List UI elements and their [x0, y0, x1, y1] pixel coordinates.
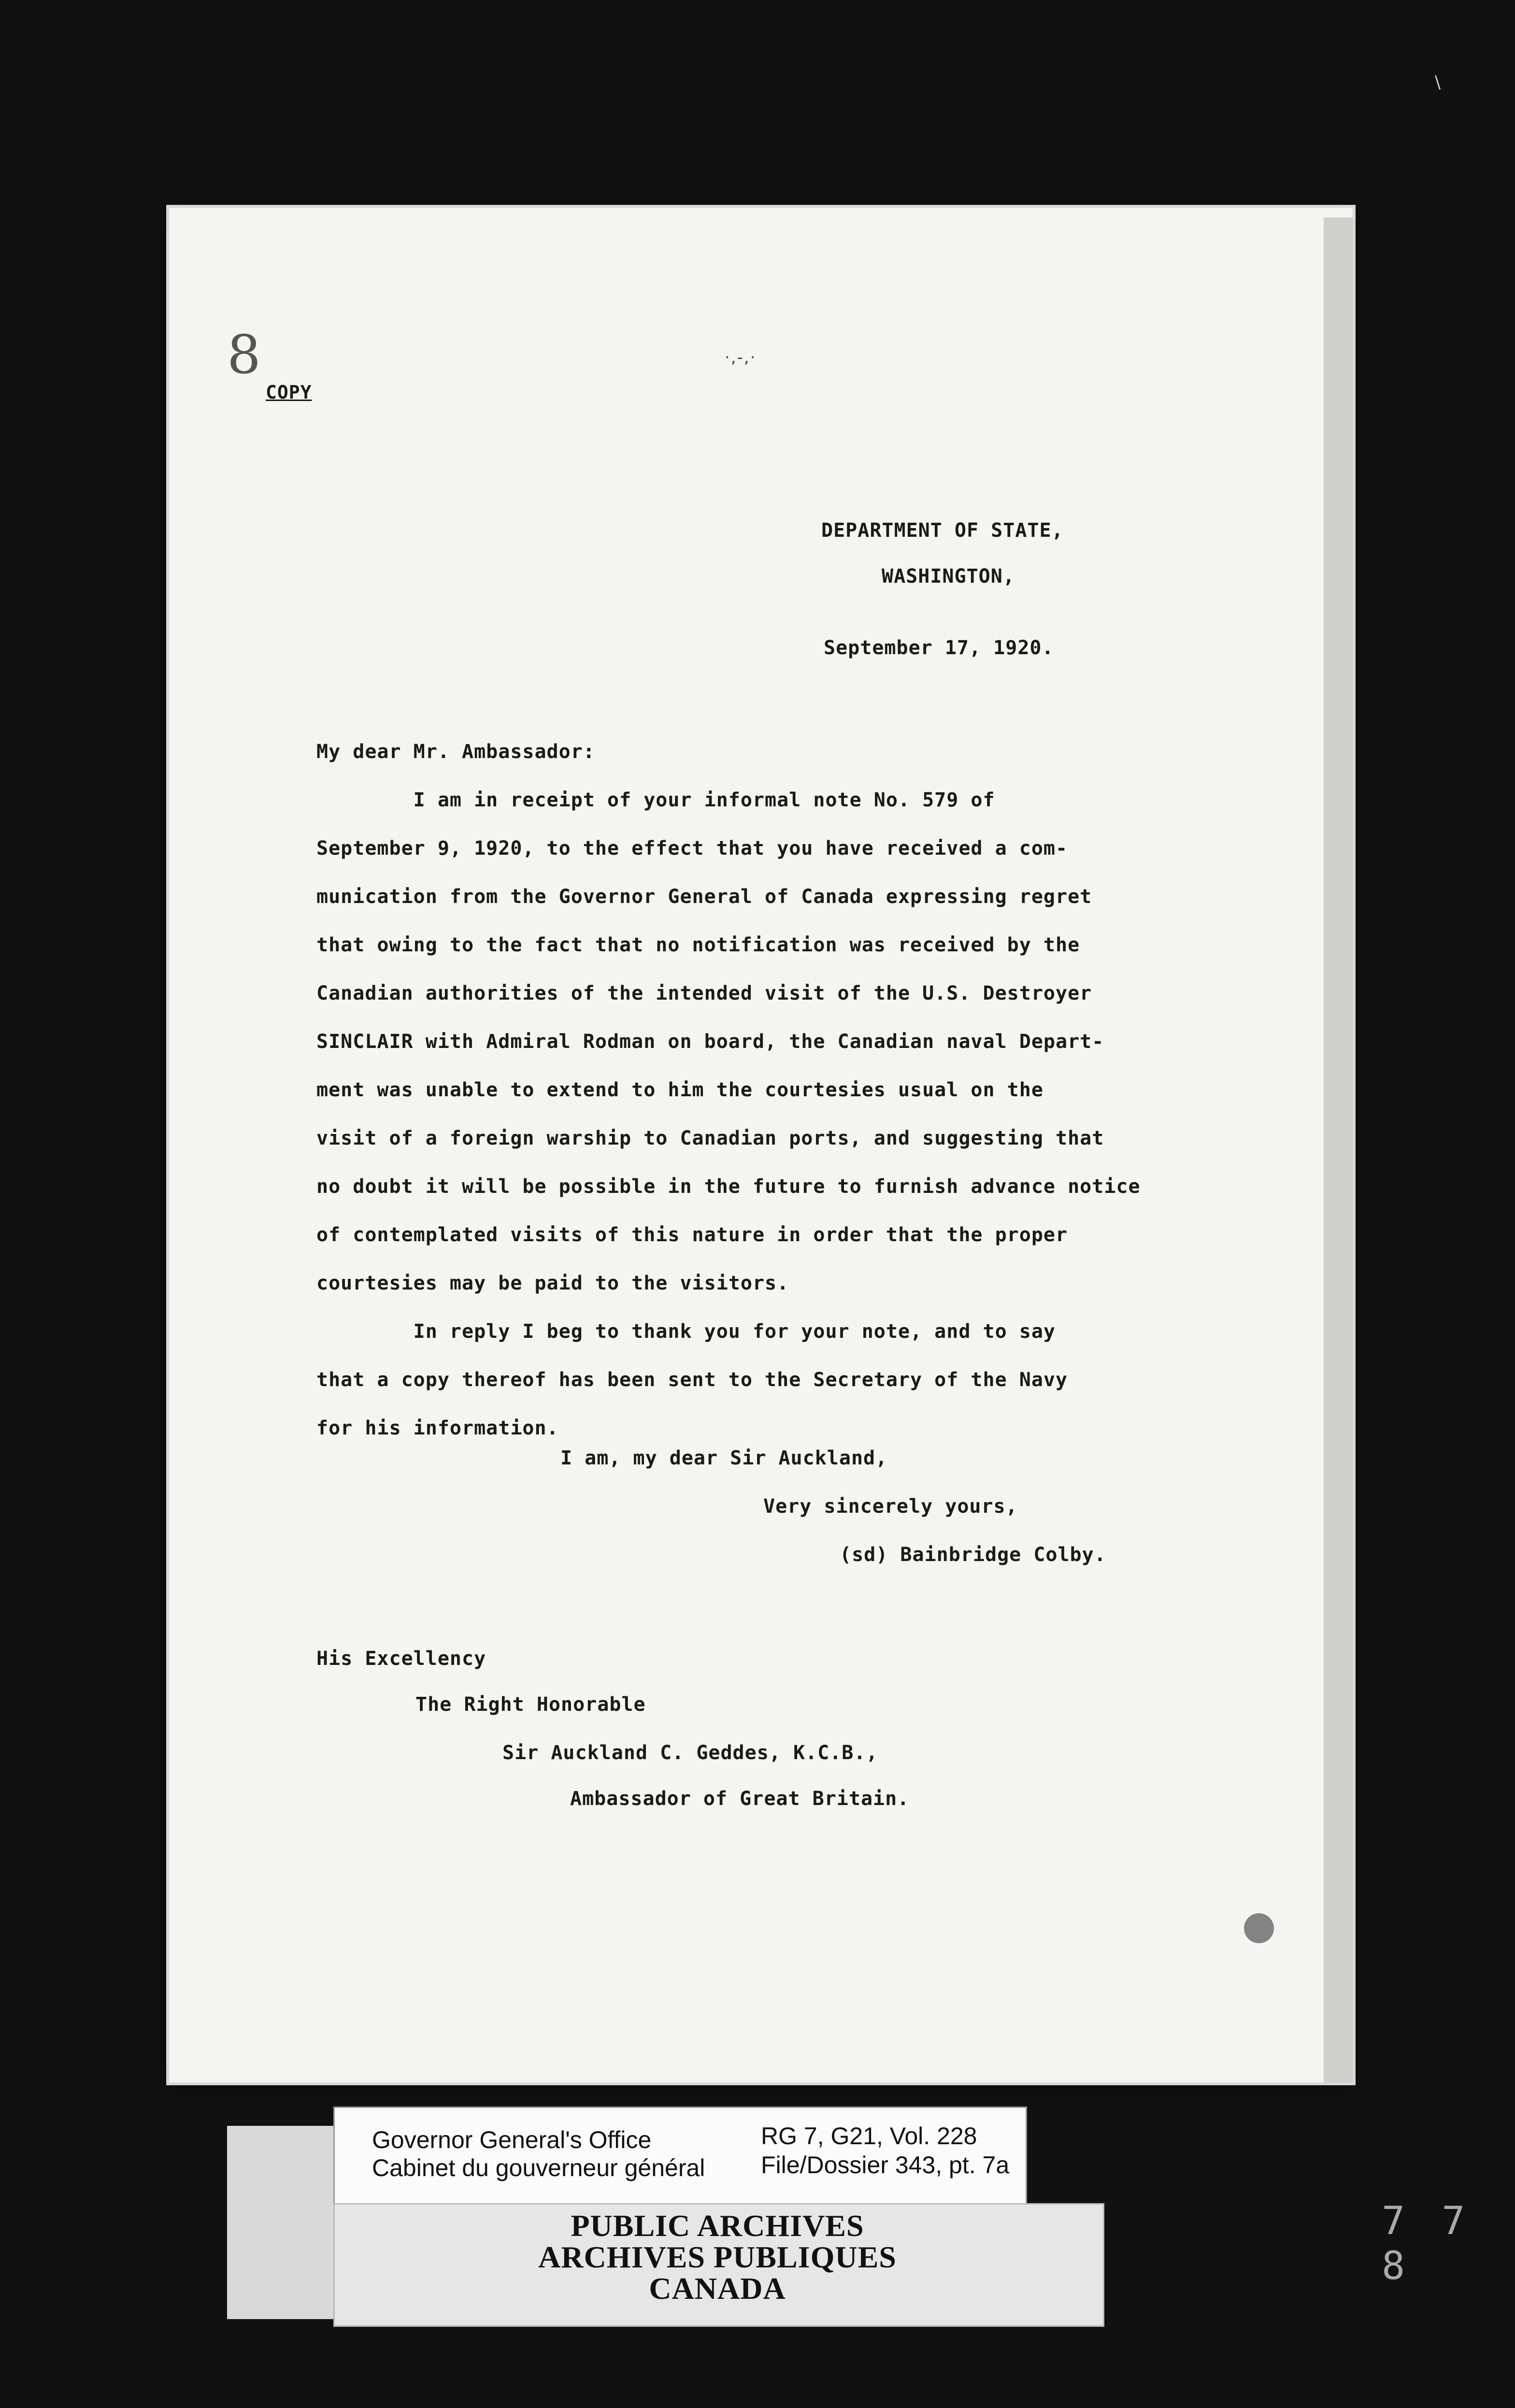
body-line: munication from the Governor General of Canada expressing regret [316, 886, 1092, 908]
body-line: September 9, 1920, to the effect that you have received a com- [316, 837, 1068, 860]
film-frame-number: 7 7 8 [1382, 2198, 1472, 2288]
signature: (sd) Bainbridge Colby. [840, 1544, 1106, 1566]
archives-stamp-line: ARCHIVES PUBLIQUES [538, 2240, 897, 2274]
ink-smudge: ·,-,· [725, 348, 757, 367]
body-line: ment was unable to extend to him the courtesies usual on the [316, 1079, 1043, 1101]
valediction: Very sincerely yours, [763, 1495, 1018, 1518]
letter-date: September 17, 1920. [824, 637, 1054, 659]
archives-stamp-line: PUBLIC ARCHIVES [571, 2208, 864, 2243]
body-line: SINCLAIR with Admiral Rodman on board, the Canadian naval Depart- [316, 1031, 1104, 1053]
page-edge [1324, 217, 1353, 2082]
body-line: of contemplated visits of this nature in order that the proper [316, 1224, 1068, 1246]
office-name-en: Governor General's Office [372, 2126, 652, 2153]
body-line: courtesies may be paid to the visitors. [316, 1272, 789, 1294]
office-name-fr: Cabinet du gouverneur général [372, 2154, 705, 2181]
label-backing [227, 2126, 333, 2319]
body-line: that owing to the fact that no notification was received by the [316, 934, 1080, 956]
body-line: that a copy thereof has been sent to the Secretary of the Navy [316, 1369, 1068, 1391]
body-line: visit of a foreign warship to Canadian ports, and suggesting that [316, 1127, 1104, 1149]
address-line: His Excellency [316, 1648, 486, 1670]
salutation: My dear Mr. Ambassador: [316, 741, 595, 763]
address-line: Sir Auckland C. Geddes, K.C.B., [502, 1742, 878, 1764]
letterhead-city: WASHINGTON, [882, 565, 1015, 588]
body-line: I am in receipt of your informal note No. 579 of [316, 789, 995, 811]
copy-label: COPY [266, 382, 312, 403]
film-speck [1244, 1913, 1274, 1943]
body-line: for his information. [316, 1417, 559, 1439]
record-group-reference: RG 7, G21, Vol. 228 [761, 2122, 977, 2150]
file-reference: File/Dossier 343, pt. 7a [761, 2151, 1010, 2179]
body-line: In reply I beg to thank you for your note, and to say [316, 1320, 1056, 1343]
margin-pencil-mark: 8 [227, 324, 261, 386]
body-line: no doubt it will be possible in the future to furnish advance notice [316, 1175, 1141, 1198]
address-line: The Right Honorable [415, 1693, 646, 1716]
address-line: Ambassador of Great Britain. [570, 1788, 910, 1810]
letterhead-department: DEPARTMENT OF STATE, [821, 519, 1064, 542]
archives-stamp-line: CANADA [649, 2271, 786, 2306]
film-corner-mark: \ [1435, 72, 1441, 92]
body-line: Canadian authorities of the intended visit of the U.S. Destroyer [316, 982, 1092, 1004]
closing-line: I am, my dear Sir Auckland, [560, 1447, 888, 1469]
